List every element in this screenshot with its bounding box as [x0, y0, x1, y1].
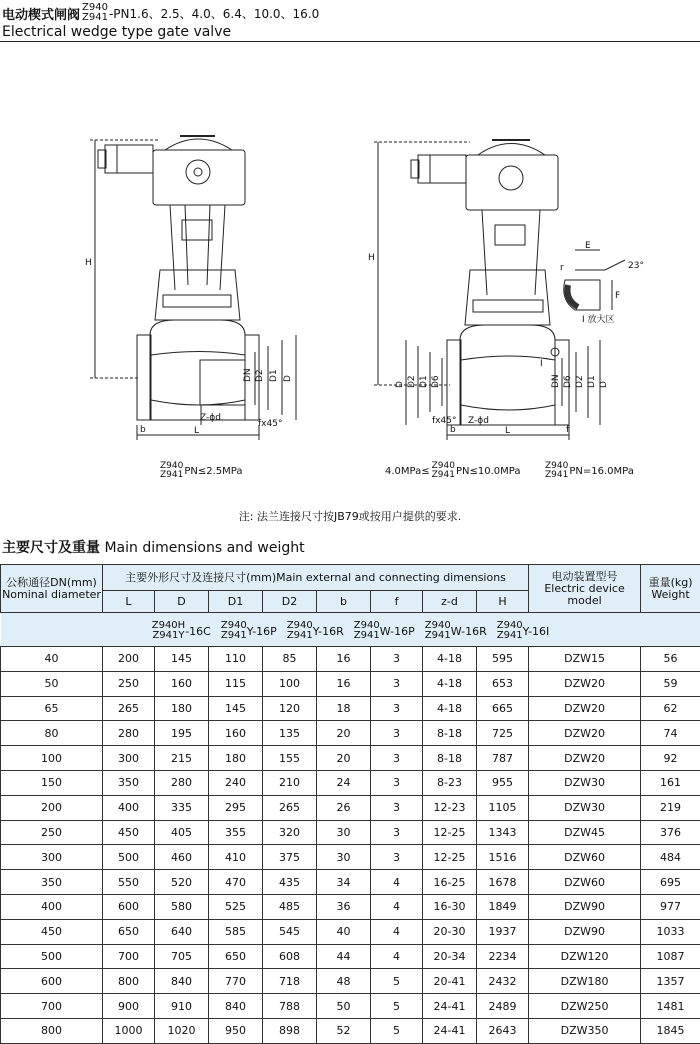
table-row: [1, 671, 700, 696]
table-cell: 8-18: [423, 746, 477, 771]
table-cell: 100: [263, 671, 317, 696]
table-cell: 355: [209, 820, 263, 845]
table-cell: DZW20: [529, 696, 641, 721]
table-cell: 500: [103, 845, 155, 870]
table-cell: 56: [641, 647, 700, 672]
table-cell: 470: [209, 870, 263, 895]
svg-text:fx45°: fx45°: [432, 416, 456, 426]
table-cell: DZW20: [529, 671, 641, 696]
svg-text:I: I: [540, 359, 543, 369]
svg-text:b: b: [450, 425, 456, 435]
table-cell: 950: [209, 1018, 263, 1043]
table-cell: 34: [317, 870, 371, 895]
table-cell: 800: [1, 1018, 103, 1043]
table-row: [1, 919, 700, 944]
table-cell: 2432: [477, 969, 529, 994]
table-cell: DZW350: [529, 1018, 641, 1043]
table-cell: DZW90: [529, 894, 641, 919]
model-designation: Z940 Z941 W-16P: [354, 621, 415, 641]
table-cell: 195: [155, 721, 209, 746]
flange-note: 注: 法兰连接尺寸按JB79或按用户提供的要求.: [0, 508, 700, 524]
table-cell: 705: [155, 944, 209, 969]
svg-text:D1: D1: [269, 369, 279, 382]
table-cell: 545: [263, 919, 317, 944]
models-cell: [1, 613, 700, 647]
table-cell: 460: [155, 845, 209, 870]
table-cell: 840: [155, 969, 209, 994]
table-cell: 3: [371, 845, 423, 870]
left-valve-drawing: [90, 136, 296, 440]
table-cell: 52: [317, 1018, 371, 1043]
table-cell: 525: [209, 894, 263, 919]
table-cell: 30: [317, 820, 371, 845]
table-cell: 650: [209, 944, 263, 969]
table-cell: 375: [263, 845, 317, 870]
table-cell: 110: [209, 647, 263, 672]
table-cell: DZW20: [529, 746, 641, 771]
table-cell: 450: [1, 919, 103, 944]
table-cell: 484: [641, 845, 700, 870]
table-cell: 410: [209, 845, 263, 870]
table-cell: DZW20: [529, 721, 641, 746]
sub-header-cell: D2: [263, 591, 317, 613]
table-row: [1, 746, 700, 771]
table-cell: DZW120: [529, 944, 641, 969]
table-cell: 135: [263, 721, 317, 746]
table-cell: 650: [103, 919, 155, 944]
table-cell: 50: [1, 671, 103, 696]
model-designation: Z940 Z941 W-16R: [425, 621, 487, 641]
caption-right: Z940 Z941 PN=16.0MPa: [543, 462, 634, 480]
table-cell: 5: [371, 1018, 423, 1043]
table-cell: DZW30: [529, 770, 641, 795]
table-cell: DZW180: [529, 969, 641, 994]
table-cell: 24-41: [423, 994, 477, 1019]
svg-text:F: F: [615, 291, 620, 301]
table-cell: 955: [477, 770, 529, 795]
table-cell: 1516: [477, 845, 529, 870]
table-cell: 350: [1, 870, 103, 895]
table-cell: 210: [263, 770, 317, 795]
table-cell: 3: [371, 795, 423, 820]
table-row: [1, 647, 700, 672]
table-cell: 265: [263, 795, 317, 820]
table-cell: 840: [209, 994, 263, 1019]
table-row: [1, 696, 700, 721]
table-cell: 26: [317, 795, 371, 820]
svg-text:L: L: [505, 426, 510, 436]
table-cell: 910: [155, 994, 209, 1019]
table-row: [1, 820, 700, 845]
svg-text:D2: D2: [575, 375, 585, 388]
table-cell: 8-18: [423, 721, 477, 746]
sub-header-cell: z-d: [423, 591, 477, 613]
svg-text:D: D: [599, 381, 609, 388]
table-cell: 1087: [641, 944, 700, 969]
table-row: [1, 845, 700, 870]
table-cell: 600: [1, 969, 103, 994]
table-cell: 580: [155, 894, 209, 919]
table-cell: 3: [371, 746, 423, 771]
table-cell: 100: [1, 746, 103, 771]
col-header-weight: 重量(kg) Weight: [641, 565, 700, 613]
table-cell: 1481: [641, 994, 700, 1019]
title-line-cn: [2, 2, 319, 24]
svg-text:H: H: [368, 253, 375, 263]
table-cell: 520: [155, 870, 209, 895]
table-cell: 12-25: [423, 845, 477, 870]
table-cell: 115: [209, 671, 263, 696]
table-cell: 335: [155, 795, 209, 820]
table-cell: 2489: [477, 994, 529, 1019]
svg-text:D1: D1: [419, 375, 429, 388]
table-cell: 1033: [641, 919, 700, 944]
table-row: [1, 870, 700, 895]
table-cell: 3: [371, 696, 423, 721]
table-cell: 450: [103, 820, 155, 845]
table-cell: 180: [155, 696, 209, 721]
table-row: [1, 795, 700, 820]
svg-text:D6: D6: [563, 375, 573, 388]
valve-drawings: [0, 120, 700, 500]
table-cell: 20: [317, 746, 371, 771]
table-body: [1, 647, 700, 1044]
svg-text:L: L: [194, 426, 199, 436]
table-cell: 4-18: [423, 647, 477, 672]
caption-middle: 4.0MPa≤ Z940 Z941 PN≤10.0MPa: [385, 462, 520, 480]
sub-header-cell: L: [103, 591, 155, 613]
table-cell: 500: [1, 944, 103, 969]
table-cell: 85: [263, 647, 317, 672]
table-cell: 585: [209, 919, 263, 944]
svg-text:D2: D2: [255, 369, 265, 382]
table-cell: 695: [641, 870, 700, 895]
table-cell: 376: [641, 820, 700, 845]
table-row: [1, 994, 700, 1019]
section-heading: [2, 537, 305, 557]
table-cell: 16: [317, 671, 371, 696]
table-cell: 44: [317, 944, 371, 969]
dimensions-table: [0, 564, 700, 1044]
table-row: [1, 721, 700, 746]
table-cell: 8-23: [423, 770, 477, 795]
table-cell: 215: [155, 746, 209, 771]
table-cell: 20: [317, 721, 371, 746]
table-cell: 600: [103, 894, 155, 919]
model-designation: Z940H Z941Y -16C: [152, 621, 211, 641]
table-row: [1, 894, 700, 919]
sub-header-cell: H: [477, 591, 529, 613]
table-cell: 24-41: [423, 1018, 477, 1043]
table-cell: 240: [209, 770, 263, 795]
table-cell: 788: [263, 994, 317, 1019]
svg-text:D1: D1: [587, 375, 597, 388]
table-cell: 1000: [103, 1018, 155, 1043]
table-cell: 18: [317, 696, 371, 721]
table-cell: 1105: [477, 795, 529, 820]
table-cell: 180: [209, 746, 263, 771]
title-rule: [0, 41, 700, 42]
table-row: [1, 1018, 700, 1043]
table-cell: 4: [371, 944, 423, 969]
right-valve-drawing: [374, 140, 625, 440]
table-cell: DZW30: [529, 795, 641, 820]
table-cell: 3: [371, 671, 423, 696]
svg-text:E: E: [585, 241, 591, 251]
table-cell: 59: [641, 671, 700, 696]
table-cell: DZW250: [529, 994, 641, 1019]
left-valve-labels: [85, 258, 293, 436]
model-top: Z940: [82, 3, 108, 13]
table-cell: 2234: [477, 944, 529, 969]
table-cell: 1678: [477, 870, 529, 895]
table-row: [1, 969, 700, 994]
table-cell: 200: [103, 647, 155, 672]
table-cell: 898: [263, 1018, 317, 1043]
svg-text:D6: D6: [431, 375, 441, 388]
table-cell: 2643: [477, 1018, 529, 1043]
section-heading-cn: 主要尺寸及重量: [2, 540, 100, 556]
table-cell: 92: [641, 746, 700, 771]
table-cell: 3: [371, 820, 423, 845]
table-cell: 12-23: [423, 795, 477, 820]
table-cell: 4: [371, 894, 423, 919]
table-cell: 5: [371, 994, 423, 1019]
table-cell: 405: [155, 820, 209, 845]
table-cell: 24: [317, 770, 371, 795]
table-cell: 1937: [477, 919, 529, 944]
table-cell: 800: [103, 969, 155, 994]
table-cell: 300: [1, 845, 103, 870]
table-cell: 1357: [641, 969, 700, 994]
table-cell: 3: [371, 647, 423, 672]
table-cell: 700: [1, 994, 103, 1019]
svg-text:DN: DN: [551, 374, 561, 388]
col-header-dn: 公称通径DN(mm) Nominal diameter: [1, 565, 103, 613]
svg-text:Z-ϕd: Z-ϕd: [200, 413, 221, 423]
table-cell: 653: [477, 671, 529, 696]
dim-H-left: H: [85, 258, 92, 268]
model-designation: Z940 Z941 Y-16P: [221, 621, 277, 641]
table-cell: 400: [1, 894, 103, 919]
table-cell: 16-25: [423, 870, 477, 895]
table-cell: DZW15: [529, 647, 641, 672]
table-cell: 48: [317, 969, 371, 994]
table-cell: 145: [209, 696, 263, 721]
table-cell: 608: [263, 944, 317, 969]
table-cell: 400: [103, 795, 155, 820]
table-cell: 20-34: [423, 944, 477, 969]
table-cell: 1849: [477, 894, 529, 919]
model-designation: Z940 Z941 Y-16R: [287, 621, 344, 641]
table-cell: 36: [317, 894, 371, 919]
table-row: [1, 770, 700, 795]
svg-text:I 放大区: I 放大区: [582, 313, 615, 325]
col-header-dims: 主要外形尺寸及连接尺寸(mm)Main external and connecting dimensions: [103, 565, 529, 591]
svg-text:fx45°: fx45°: [258, 419, 282, 429]
table-cell: 12-25: [423, 820, 477, 845]
model-bottom: Z941: [82, 13, 108, 23]
col-header-device: 电动装置型号 Electric device model: [529, 565, 641, 613]
table-cell: 700: [103, 944, 155, 969]
table-cell: 40: [1, 647, 103, 672]
table-cell: 160: [155, 671, 209, 696]
table-cell: 20-30: [423, 919, 477, 944]
table-cell: 1343: [477, 820, 529, 845]
table-cell: 4: [371, 870, 423, 895]
table-cell: 5: [371, 969, 423, 994]
table-cell: 4-18: [423, 671, 477, 696]
table-cell: 62: [641, 696, 700, 721]
models-row: [1, 613, 700, 647]
table-cell: 219: [641, 795, 700, 820]
table-cell: 595: [477, 647, 529, 672]
pressure-series: -PN1.6、2.5、4.0、6.4、10.0、16.0: [109, 5, 319, 22]
sub-header-cell: D1: [209, 591, 263, 613]
en-title: Electrical wedge type gate valve: [2, 24, 319, 40]
table-cell: 16: [317, 647, 371, 672]
sub-header-cell: f: [371, 591, 423, 613]
table-cell: DZW60: [529, 870, 641, 895]
table-cell: 1020: [155, 1018, 209, 1043]
table-cell: 718: [263, 969, 317, 994]
table-cell: 550: [103, 870, 155, 895]
table-cell: 161: [641, 770, 700, 795]
table-cell: 65: [1, 696, 103, 721]
table-cell: 80: [1, 721, 103, 746]
table-cell: 280: [103, 721, 155, 746]
table-cell: 900: [103, 994, 155, 1019]
table-cell: 350: [103, 770, 155, 795]
table-cell: 1845: [641, 1018, 700, 1043]
svg-text:23°: 23°: [628, 261, 644, 271]
table-cell: 50: [317, 994, 371, 1019]
table-cell: 300: [103, 746, 155, 771]
table-cell: 250: [1, 820, 103, 845]
svg-text:r: r: [560, 263, 564, 273]
table-cell: 3: [371, 770, 423, 795]
table-cell: 977: [641, 894, 700, 919]
table-cell: DZW90: [529, 919, 641, 944]
svg-text:D: D: [283, 375, 293, 382]
table-cell: 145: [155, 647, 209, 672]
table-cell: 155: [263, 746, 317, 771]
table-cell: 435: [263, 870, 317, 895]
table-cell: 640: [155, 919, 209, 944]
table-cell: 4: [371, 919, 423, 944]
model-designation: Z940 Z941 Y-16I: [497, 621, 550, 641]
table-cell: 320: [263, 820, 317, 845]
table-cell: 787: [477, 746, 529, 771]
table-row: [1, 944, 700, 969]
table-cell: 295: [209, 795, 263, 820]
table-cell: 3: [371, 721, 423, 746]
table-cell: 40: [317, 919, 371, 944]
section-heading-en: Main dimensions and weight: [104, 540, 304, 556]
table-cell: 485: [263, 894, 317, 919]
svg-text:Z-ϕd: Z-ϕd: [468, 416, 489, 426]
svg-text:b: b: [140, 425, 146, 435]
svg-text:D2: D2: [407, 375, 417, 388]
svg-text:D: D: [395, 381, 405, 388]
caption-left: Z940 Z941 PN≤2.5MPa: [158, 462, 242, 480]
model-stack: [82, 3, 108, 23]
table-cell: 160: [209, 721, 263, 746]
table-cell: 30: [317, 845, 371, 870]
sub-header-cell: b: [317, 591, 371, 613]
sub-header-cell: D: [155, 591, 209, 613]
title-block: [2, 2, 319, 40]
table-cell: 20-41: [423, 969, 477, 994]
table-cell: 200: [1, 795, 103, 820]
table-cell: 120: [263, 696, 317, 721]
table-cell: 280: [155, 770, 209, 795]
table-cell: 150: [1, 770, 103, 795]
table-cell: 4-18: [423, 696, 477, 721]
table-cell: 770: [209, 969, 263, 994]
cn-title: 电动楔式闸阀: [2, 4, 80, 23]
svg-text:DN: DN: [243, 368, 253, 382]
table-cell: 665: [477, 696, 529, 721]
table-cell: 16-30: [423, 894, 477, 919]
table-cell: 725: [477, 721, 529, 746]
table-cell: 74: [641, 721, 700, 746]
table-cell: 265: [103, 696, 155, 721]
table-cell: DZW60: [529, 845, 641, 870]
table-cell: 250: [103, 671, 155, 696]
table-cell: DZW45: [529, 820, 641, 845]
svg-text:f: f: [566, 425, 570, 435]
